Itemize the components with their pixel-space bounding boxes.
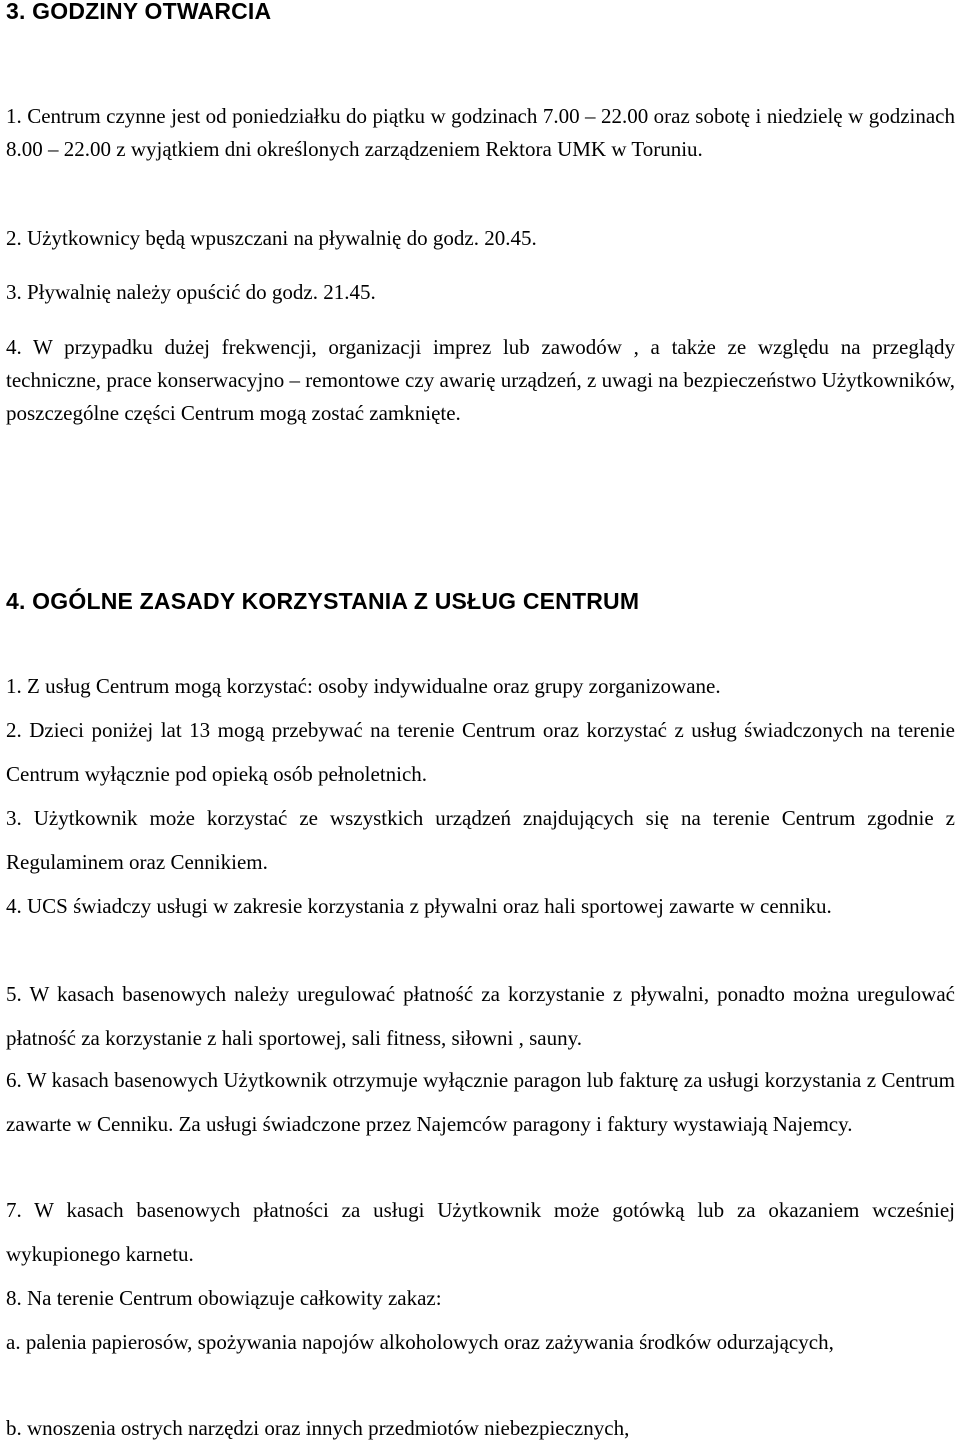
paragraph-4-5: 5. W kasach basenowych należy uregulować płatność za korzystanie z pływalni, ponadto można uregulować płatność za korzystanie z hali sportowej, sali fitness, siłowni , sauny. [6, 982, 955, 1050]
paragraph-4-4: 4. UCS świadczy usługi w zakresie korzystania z pływalni oraz hali sportowej zawarte w cenniku. [6, 894, 832, 918]
paragraph-4-3: 3. Użytkownik może korzystać ze wszystkich urządzeń znajdujących się na terenie Centrum zgodnie z Regulaminem oraz Cennikiem. [6, 806, 955, 874]
list-item-a: a. palenia papierosów, spożywania napojów alkoholowych oraz zażywania środków odurzających, [6, 1330, 834, 1354]
paragraph-3-3: 3. Pływalnię należy opuścić do godz. 21.45. [6, 280, 376, 304]
paragraph-4-8: 8. Na terenie Centrum obowiązuje całkowity zakaz: [6, 1286, 442, 1310]
list-item-b: b. wnoszenia ostrych narzędzi oraz innych przedmiotów niebezpiecznych, [6, 1416, 630, 1440]
paragraph-4-1: 1. Z usług Centrum mogą korzystać: osoby indywidualne oraz grupy zorganizowane. [6, 674, 721, 698]
section-heading-opening-hours: 3. GODZINY OTWARCIA [6, 0, 272, 24]
paragraph-3-1: 1. Centrum czynne jest od poniedziałku do piątku w godzinach 7.00 – 22.00 oraz sobotę i niedzielę w godzinach 8.00 – 22.00 z wyjątkiem dni określonych zarządzeniem Rektora UMK w Toruniu. [6, 104, 955, 161]
paragraph-3-4: 4. W przypadku dużej frekwencji, organizacji imprez lub zawodów , a także ze względu na przeglądy techniczne, prace konserwacyjno – remontowe czy awarię urządzeń, z uwagi na bezpieczeństwo Użytkowników, poszczególne części Centrum mogą zostać zamknięte. [6, 335, 955, 425]
paragraph-3-2: 2. Użytkownicy będą wpuszczani na pływalnię do godz. 20.45. [6, 226, 537, 250]
paragraph-4-7: 7. W kasach basenowych płatności za usługi Użytkownik może gotówką lub za okazaniem wcześniej wykupionego karnetu. [6, 1198, 955, 1266]
section-heading-general-rules: 4. OGÓLNE ZASADY KORZYSTANIA Z USŁUG CENTRUM [6, 588, 640, 614]
paragraph-4-2: 2. Dzieci poniżej lat 13 mogą przebywać na terenie Centrum oraz korzystać z usług świadczonych na terenie Centrum wyłącznie pod opieką osób pełnoletnich. [6, 718, 955, 786]
paragraph-4-6: 6. W kasach basenowych Użytkownik otrzymuje wyłącznie paragon lub fakturę za usługi korzystania z Centrum zawarte w Cenniku. Za usługi świadczone przez Najemców paragony i faktury wystawiają Najemcy. [6, 1068, 955, 1136]
